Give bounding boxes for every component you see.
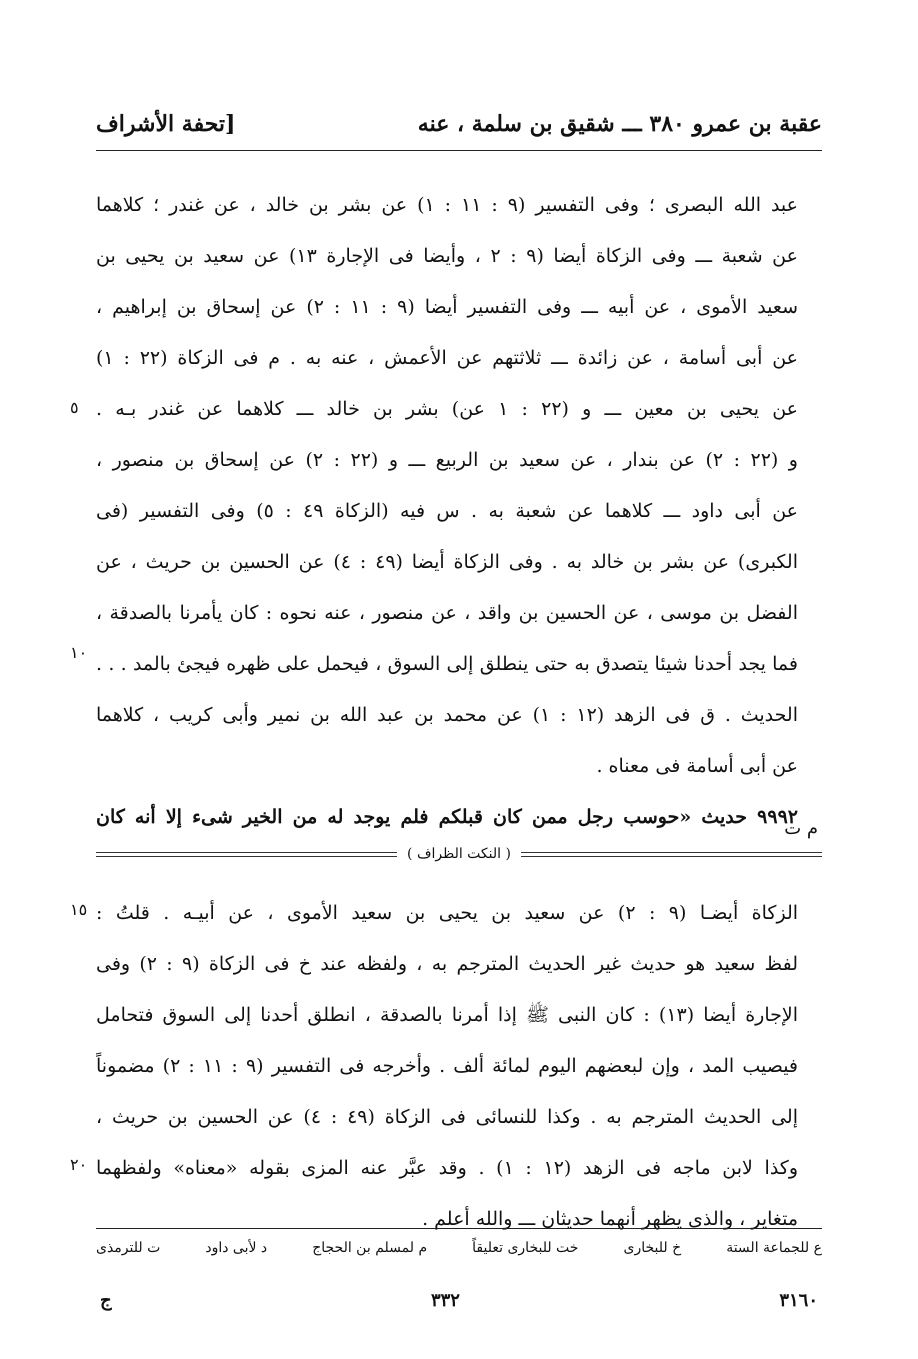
text-line: عن أبى داود ـــ كلاهما عن شعبة به . س فيه (الزكاة ٤٩ : ٥) وفى التفسير (فى xyxy=(96,500,798,522)
line-number: ٢٠ xyxy=(70,1155,88,1174)
text-line: عبد الله البصرى ؛ وفى التفسير (٩ : ١١ : ١) عن بشر بن خالد ، عن غندر ؛ كلاهما xyxy=(96,194,798,216)
header-book-title: [تحفة الأشراف xyxy=(96,111,236,137)
legend-item: د لأبى داود xyxy=(205,1240,268,1256)
legend-item: ع للجماعة الستة xyxy=(726,1240,822,1256)
text-line: عن شعبة ـــ وفى الزكاة أيضا (٩ : ٢ ، وأيضا فى الإجارة ١٣) عن سعيد بن يحيى بن xyxy=(96,245,798,267)
divider-rule-right xyxy=(521,852,822,857)
text-line: عن أبى أسامة فى معناه . xyxy=(596,755,798,777)
note-line: الإجارة أيضا (١٣) : كان النبى ﷺ إذا أمرنا بالصدقة ، انطلق أحدنا إلى السوق فتحامل xyxy=(96,1004,798,1026)
page-footer xyxy=(100,1290,818,1318)
text-line: عن يحيى بن معين ـــ و (٢٢ : ١ عن) بشر بن خالد ـــ كلاهما عن غندر بـه . xyxy=(96,398,798,420)
continuation-mark: م ت xyxy=(784,818,818,839)
text-line: سعيد الأموى ، عن أبيه ـــ وفى التفسير أيضا (٩ : ١١ : ٢) عن إسحاق بن إبراهيم ، xyxy=(96,296,798,318)
text-line: الحديث . ق فى الزهد (١٢ : ١) عن محمد بن عبد الله بن نمير وأبى كريب ، كلاهما xyxy=(96,704,798,726)
note-line: الزكاة أيضـا (٩ : ٢) عن سعيد بن يحيى بن سعيد الأموى ، عن أبيـه . قلتُ : xyxy=(96,902,798,924)
legend-rule xyxy=(96,1228,822,1229)
abbreviation-legend xyxy=(96,1240,822,1268)
note-line: متغاير ، والذى يظهر أنهما حديثان ـــ والله أعلم . xyxy=(422,1208,798,1230)
text-line: الكبرى) عن بشر بن خالد به . وفى الزكاة أيضا (٤٩ : ٤) عن الحسين بن حريث ، عن xyxy=(96,551,798,573)
text-line: الفضل بن موسى ، عن الحسين بن واقد ، عن منصور ، عنه نحوه : كان يأمرنا بالصدقة ، xyxy=(96,602,798,624)
volume-mark: ج xyxy=(100,1290,112,1311)
legend-item: خت للبخارى تعليقاً xyxy=(472,1240,579,1256)
legend-item: م لمسلم بن الحجاج xyxy=(312,1240,428,1256)
entry-number: ٣١٦٠ xyxy=(779,1290,818,1311)
line-number: ١٠ xyxy=(70,643,88,662)
notes-text xyxy=(96,888,798,1245)
note-line: إلى الحديث المترجم به . وكذا للنسائى فى الزكاة (٤٩ : ٤) عن الحسين بن حريث ، xyxy=(96,1106,798,1128)
header-chapter-title: عقبة بن عمرو ٣٨٠ ـــ شقيق بن سلمة ، عنه xyxy=(417,111,822,137)
page-number: ٣٣٢ xyxy=(430,1290,460,1311)
text-line: عن أبى أسامة ، عن زائدة ـــ ثلاثتهم عن الأعمش ، عنه به . م فى الزكاة (٢٢ : ١) xyxy=(96,347,798,369)
note-line: فيصيب المد ، وإن لبعضهم اليوم لمائة ألف . وأخرجه فى التفسير (٩ : ١١ : ٢) مضموناً xyxy=(96,1055,798,1077)
line-number: ٥ xyxy=(70,398,79,417)
header-rule xyxy=(96,150,822,151)
note-line: وكذا لابن ماجه فى الزهد (١٢ : ١) . وقد عبَّر عنه المزى بقوله «معناه» ولفظهما xyxy=(96,1157,798,1179)
text-line: فما يجد أحدنا شيئا يتصدق به حتى ينطلق إلى السوق ، فيحمل على ظهره فيجئ بالمد . . . xyxy=(96,653,798,675)
legend-item: خ للبخارى xyxy=(623,1240,682,1256)
note-line: لفظ سعيد هو حديث غير الحديث المترجم به ، ولفظه عند خ فى الزكاة (٩ : ٢) وفى xyxy=(96,953,798,975)
running-header xyxy=(96,104,822,144)
line-number: ١٥ xyxy=(70,900,88,919)
notes-section-label: ( النكت الظراف ) xyxy=(407,846,511,862)
text-line: و (٢٢ : ٢) عن بندار ، عن سعيد بن الربيع ـــ و (٢٢ : ٢) عن إسحاق بن منصور ، xyxy=(96,449,798,471)
main-text xyxy=(96,180,798,843)
hadith-heading: ٩٩٩٢ حديث «حوسب رجل ممن كان قبلكم فلم يوجد له من الخير شىء إلا أنه كان xyxy=(96,806,798,828)
divider-rule-left xyxy=(96,852,397,857)
notes-divider xyxy=(96,842,822,866)
legend-item: ت للترمذى xyxy=(96,1240,161,1256)
